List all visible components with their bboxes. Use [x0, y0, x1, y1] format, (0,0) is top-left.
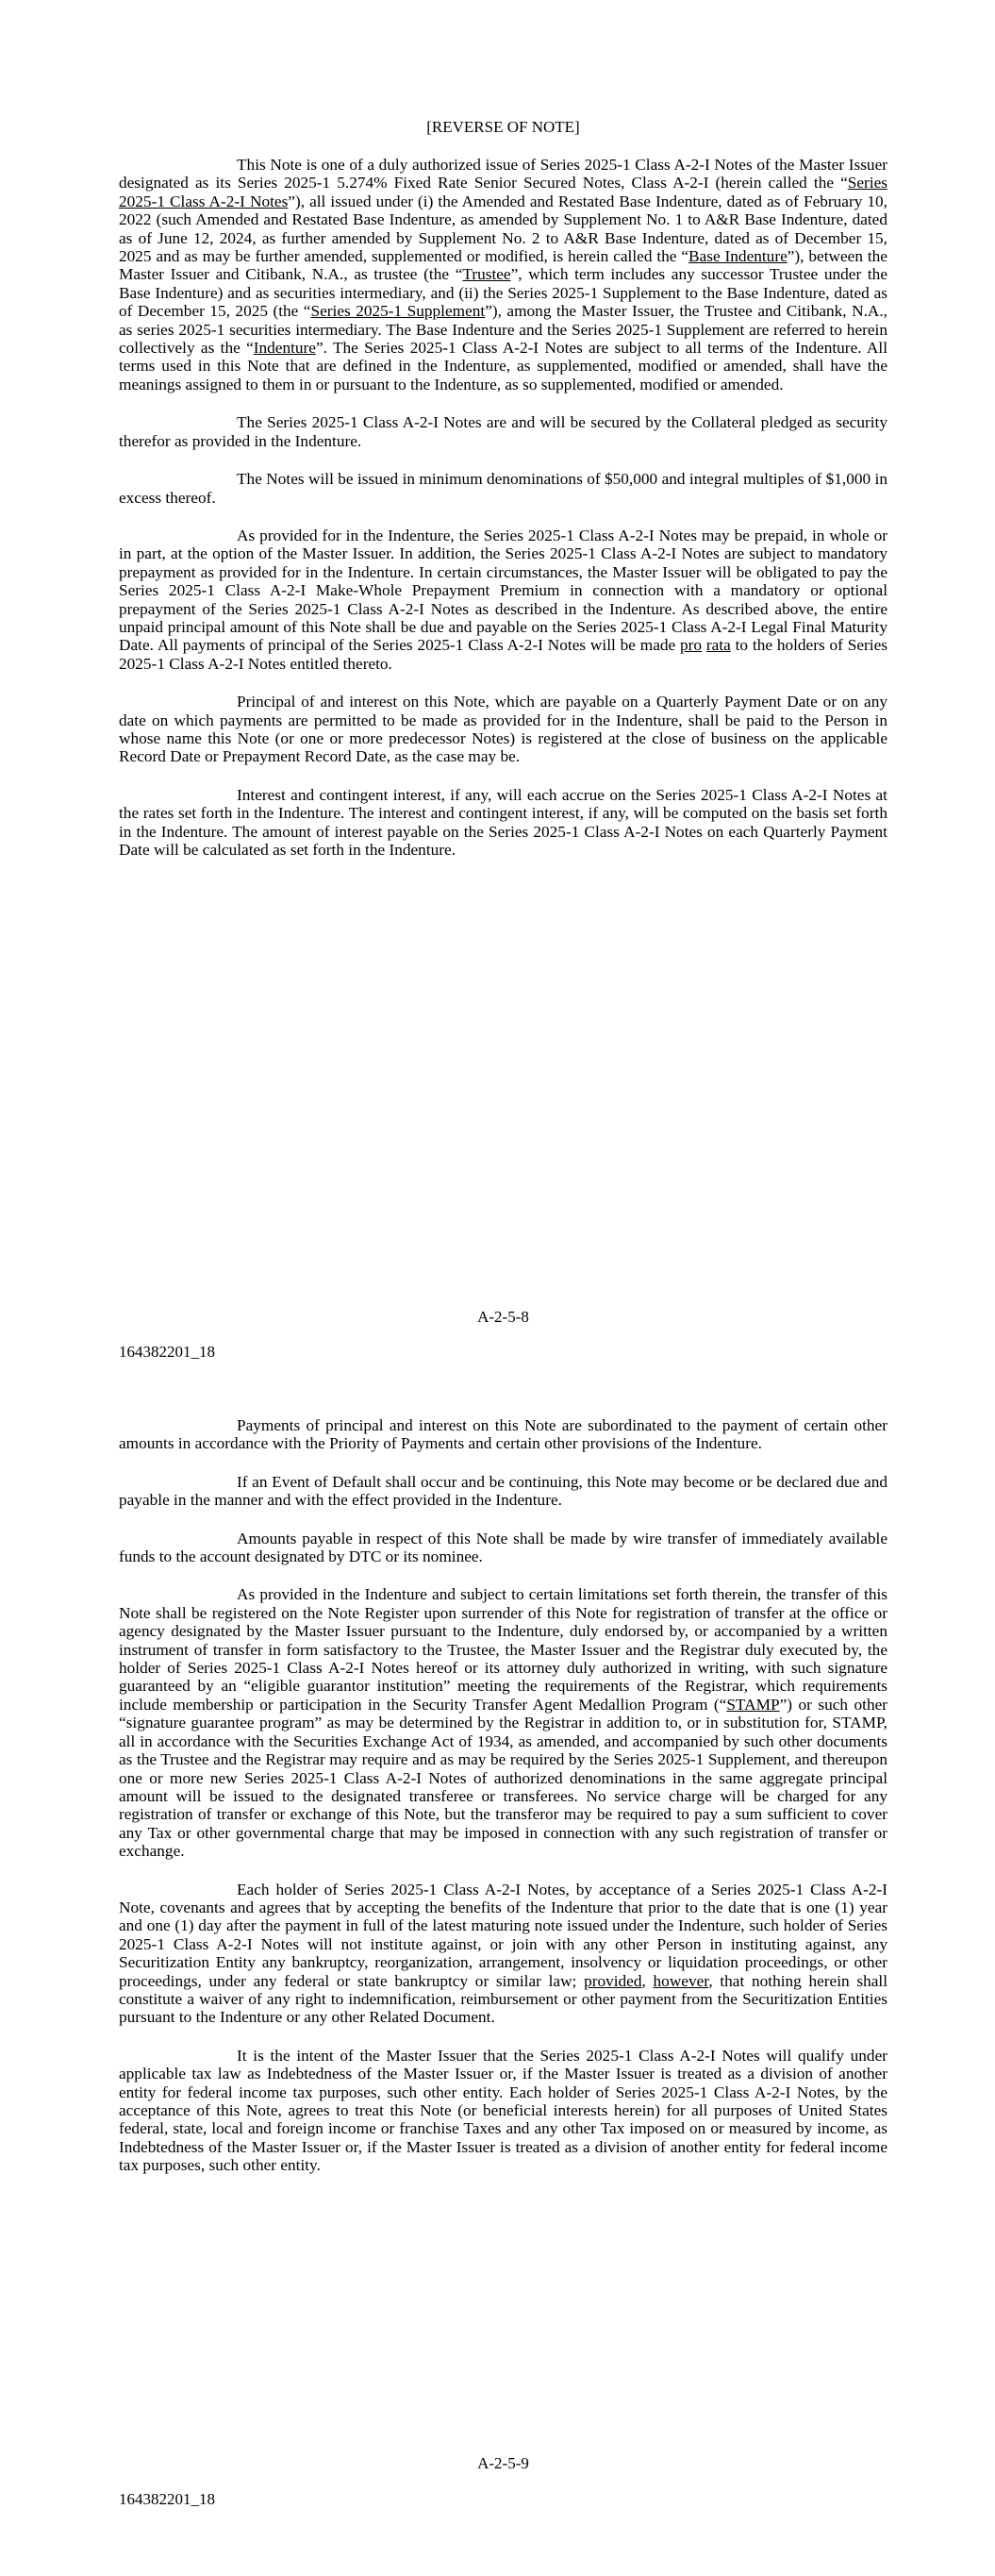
- text-span: ”, which term includes any successor Trustee under the Base Indenture) and as securities intermediary, and (ii) the Series 2025-1 Supplement to the Base Indenture, dated as of December 15, 2025 (the “: [119, 265, 887, 321]
- paragraph-non-petition: [119, 1881, 887, 2027]
- defined-term: Indenture: [253, 339, 316, 358]
- text-span: ”) or such other “signature guarantee program” as may be determined by the Registrar in addition to, or in substitution for, STAMP, all in accordance with the Securities Exchange Act of 1934, as amended, and accompanied by such other documents as the Trustee and the Registrar may require and as may be required by the Series 2025-1 Supplement, and thereupon one or more new Series 2025-1 Class A-2-I Notes of authorized denominations in the same aggregate principal amount will be issued to the designated transferee or transferees. No service charge will be charged for any registration of transfer or exchange of this Note, but the transferor may be required to pay a sum sufficient to cover any Tax or other governmental charge that may be imposed in connection with any such registration of transfer or exchange.: [119, 1695, 888, 1861]
- text-span: ,: [641, 1971, 654, 1990]
- text-span: ”), between the Master Issuer and Citibank, N.A., as trustee (the “: [119, 247, 887, 284]
- paragraph-transfer-registration: [119, 1585, 887, 1860]
- paragraph-subordination: Payments of principal and interest on this Note are subordinated to the payment of certain other amounts in accordance with the Priority of Payments and certain other provisions of the Indenture.: [119, 1416, 887, 1453]
- paragraph-event-of-default: If an Event of Default shall occur and be continuing, this Note may become or be declared due and payable in the manner and with the effect provided in the Indenture.: [119, 1472, 887, 1510]
- text-span: , that nothing herein shall constitute a waiver of any right to indemnification, reimbursement or other payment from the Securitization Entities pursuant to the Indenture or any other Related Document.: [119, 1971, 888, 2027]
- defined-term: Series 2025-1 Supplement: [310, 302, 486, 321]
- text-span: ”. The Series 2025-1 Class A-2-I Notes are subject to all terms of the Indenture. All terms used in this Note that are defined in the Indenture, as supplemented, modified or amended, shall have the meanings assigned to them in or pursuant to the Indenture, as so supplemented, modified or amended.: [119, 339, 888, 393]
- text-span: to the holders of Series 2025-1 Class A-2-I Notes entitled thereto.: [119, 636, 887, 673]
- text-span: ”), all issued under (i) the Amended and Restated Base Indenture, dated as of February 10, 2022 (such Amended and Restated Base Indenture, as amended by Supplement No. 1 to A&R Base Indenture, dated as of June 12, 2024, as further amended by Supplement No. 2 to A&R Base Indenture, dated as of December 15, 2025 and as may be further amended, supplemented or modified, is herein called the “: [119, 192, 887, 266]
- defined-term: Trustee: [462, 265, 511, 284]
- defined-term: rata: [705, 636, 731, 655]
- paragraph-principal-interest: Principal of and interest on this Note, which are payable on a Quarterly Payment Date or on any date on which payments are permitted to be made as provided for in the Indenture, shall be paid to the Person in whose name this Note (or one or more predecessor Notes) is registered at the close of business on the applicable Record Date or Prepayment Record Date, as the case may be.: [119, 693, 887, 766]
- page-number: A-2-5-8: [477, 1308, 529, 1326]
- document-id: 164382201_18: [119, 2490, 215, 2508]
- defined-term: STAMP: [726, 1695, 780, 1714]
- paragraph-contingent-interest: Interest and contingent interest, if any, will each accrue on the Series 2025-1 Class A-2-I Notes at the rates set forth in the Indenture. The interest and contingent interest, if any, will be computed on the basis set forth in the Indenture. The amount of interest payable on the Series 2025-1 Class A-2-I Notes on each Quarterly Payment Date will be calculated as set forth in the Indenture.: [119, 785, 887, 859]
- page-2: [119, 1416, 888, 2508]
- paragraph-tax-treatment: It is the intent of the Master Issuer that the Series 2025-1 Class A-2-I Notes will qualify under applicable tax law as Indebtedness of the Master Issuer or, if the Master Issuer is treated as a division of another entity for federal income tax purposes, such other entity. Each holder of Series 2025-1 Class A-2-I Notes, by the acceptance of this Note, agrees to treat this Note (or beneficial interests herein) for all purposes of United States federal, state, local and foreign income or franchise Taxes and any other Tax imposed on or measured by income, as Indebtedness of the Master Issuer or, if the Master Issuer is treated as a division of another entity for federal income tax purposes, such other entity.: [119, 2046, 887, 2175]
- defined-term: Base Indenture: [688, 247, 788, 266]
- defined-term: Series 2025-1 Class A-2-I Notes: [119, 174, 887, 210]
- text-span: As provided in the Indenture and subject to certain limitations set forth therein, the transfer of this Note shall be registered on the Note Register upon surrender of this Note for registration of transfer at the office or agency designated by the Master Issuer pursuant to the Indenture, duly endorsed by, or accompanied by a written instrument of transfer in form satisfactory to the Trustee, the Master Issuer and the Registrar duly executed by, the holder of Series 2025-1 Class A-2-I Notes hereof or its attorney duly authorized in writing, with such signature guaranteed by an “eligible guarantor institution” meeting the requirements of the Registrar, which requirements include membership or participation in the Security Transfer Agent Medallion Program (“: [119, 1585, 887, 1714]
- paragraph-prepayment: [119, 527, 887, 673]
- page-1: [119, 117, 888, 1361]
- text-span: ”), among the Master Issuer, the Trustee and Citibank, N.A., as series 2025-1 securities intermediary. The Base Indenture and the Series 2025-1 Supplement are referred to herein collectively as the “: [119, 302, 888, 358]
- page-heading: [REVERSE OF NOTE]: [426, 118, 580, 136]
- text-span: Each holder of Series 2025-1 Class A-2-I Notes, by acceptance of a Series 2025-1 Class A-2-I Note, covenants and agrees that by accepting the benefits of the Indenture that prior to the date that is one (1) year and one (1) day after the payment in full of the latest maturing note issued under the Indenture, such holder of Series 2025-1 Class A-2-I Notes will not institute against, or join with any other Person in instituting against, any Securitization Entity any bankruptcy, reorganization, arrangement, insolvency or liquidation proceedings, or other proceedings, under any federal or state bankruptcy or similar law;: [119, 1880, 887, 1990]
- paragraph-wire-transfer: Amounts payable in respect of this Note shall be made by wire transfer of immediately available funds to the account designated by DTC or its nominee.: [119, 1529, 887, 1566]
- paragraph-denominations: The Notes will be issued in minimum denominations of $50,000 and integral multiples of $1,000 in excess thereof.: [119, 470, 887, 507]
- page-number: A-2-5-9: [477, 2454, 529, 2472]
- text-span: This Note is one of a duly authorized issue of Series 2025-1 Class A-2-I Notes of the Master Issuer designated as its Series 2025-1 5.274% Fixed Rate Senior Secured Notes, Class A-2-I (herein called the “: [119, 156, 887, 192]
- defined-term: provided: [584, 1971, 642, 1990]
- paragraph-note-description: [119, 156, 887, 393]
- defined-term: however: [653, 1971, 709, 1990]
- paragraph-collateral: The Series 2025-1 Class A-2-I Notes are and will be secured by the Collateral pledged as security therefor as provided in the Indenture.: [119, 413, 887, 450]
- document-id: 164382201_18: [119, 1343, 215, 1361]
- defined-term: pro: [680, 636, 703, 655]
- text-span: As provided for in the Indenture, the Series 2025-1 Class A-2-I Notes may be prepaid, in whole or in part, at the option of the Master Issuer. In addition, the Series 2025-1 Class A-2-I Notes are subject to mandatory prepayment as provided for in the Indenture. In certain circumstances, the Master Issuer will be obligated to pay the Series 2025-1 Class A-2-I Make-Whole Prepayment Premium in connection with a mandatory or optional prepayment of the Series 2025-1 Class A-2-I Notes as described in the Indenture. As described above, the entire unpaid principal amount of this Note shall be due and payable on the Series 2025-1 Class A-2-I Legal Final Maturity Date. All payments of principal of the Series 2025-1 Class A-2-I Notes will be made: [119, 526, 887, 655]
